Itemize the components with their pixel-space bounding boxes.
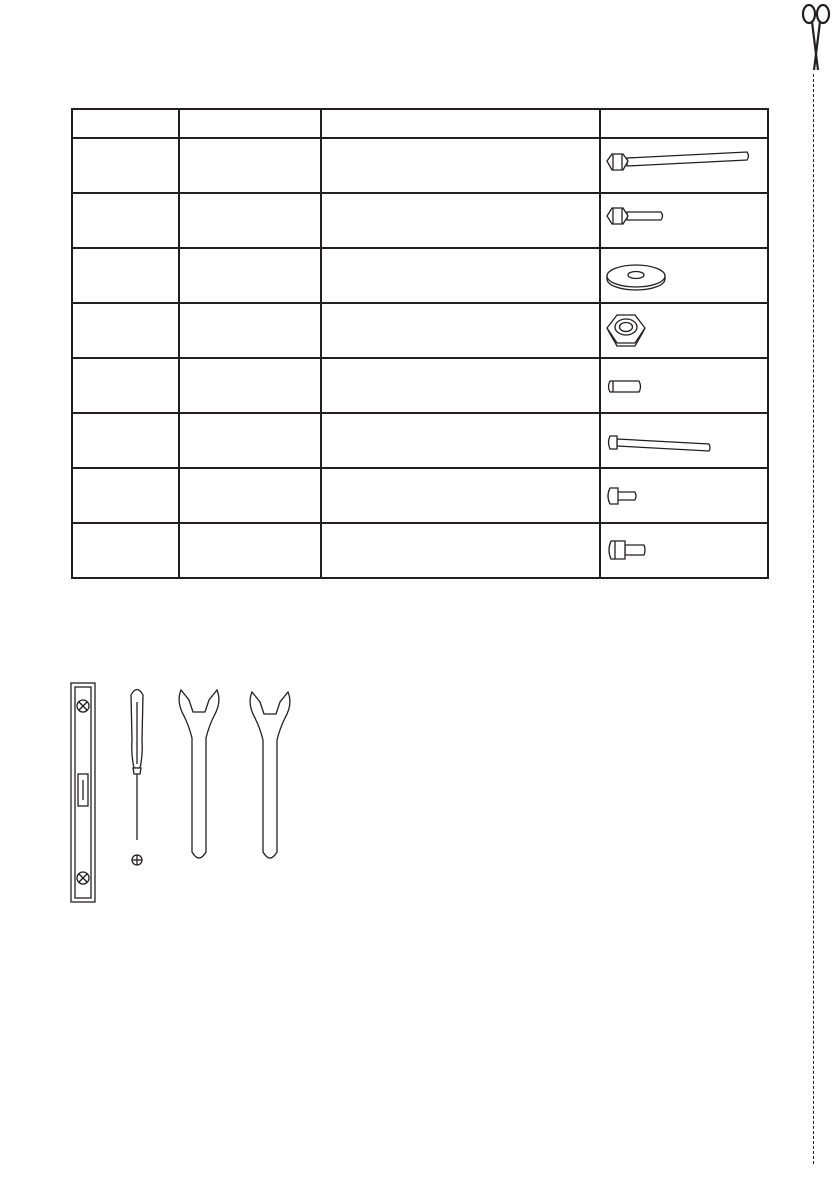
cut-line	[813, 74, 815, 1164]
header-description	[321, 109, 600, 138]
table-row	[72, 413, 768, 468]
description-cell	[321, 248, 600, 303]
tools-illustration	[68, 680, 308, 906]
code-cell	[72, 138, 179, 193]
short-pan-head-screw-icon	[601, 469, 765, 523]
long-pan-head-screw-icon	[601, 414, 765, 468]
code-cell	[72, 193, 179, 248]
description-cell	[321, 413, 600, 468]
open-end-wrench-icon	[250, 692, 290, 858]
long-hex-bolt-icon	[601, 139, 765, 193]
part-cell	[600, 468, 768, 523]
description-cell	[321, 193, 600, 248]
part-cell	[600, 193, 768, 248]
code-cell	[72, 248, 179, 303]
short-hex-bolt-icon	[601, 194, 765, 248]
quantity-cell	[179, 248, 321, 303]
quantity-cell	[179, 358, 321, 413]
quantity-cell	[179, 468, 321, 523]
description-cell	[321, 358, 600, 413]
code-cell	[72, 413, 179, 468]
part-cell	[600, 523, 768, 578]
code-cell	[72, 468, 179, 523]
open-end-wrench-icon	[179, 690, 219, 858]
hardware-table	[71, 108, 769, 579]
table-row	[72, 138, 768, 193]
table-row	[72, 523, 768, 578]
table-row	[72, 193, 768, 248]
quantity-cell	[179, 413, 321, 468]
quantity-cell	[179, 138, 321, 193]
part-cell	[600, 303, 768, 358]
code-cell	[72, 303, 179, 358]
washer-icon	[601, 249, 765, 303]
dowel-pin-icon	[601, 359, 765, 413]
spirit-level-icon	[71, 683, 95, 902]
part-cell	[600, 248, 768, 303]
description-cell	[321, 303, 600, 358]
header-quantity	[179, 109, 321, 138]
socket-cap-screw-icon	[601, 524, 765, 578]
phillips-screwdriver-icon	[131, 690, 143, 866]
quantity-cell	[179, 523, 321, 578]
table-row	[72, 358, 768, 413]
quantity-cell	[179, 193, 321, 248]
description-cell	[321, 523, 600, 578]
table-row	[72, 303, 768, 358]
description-cell	[321, 468, 600, 523]
code-cell	[72, 358, 179, 413]
table-header-row	[72, 109, 768, 138]
part-cell	[600, 413, 768, 468]
scissors-icon	[800, 2, 832, 74]
part-cell	[600, 138, 768, 193]
quantity-cell	[179, 303, 321, 358]
description-cell	[321, 138, 600, 193]
part-cell	[600, 358, 768, 413]
table-row	[72, 248, 768, 303]
code-cell	[72, 523, 179, 578]
header-part	[600, 109, 768, 138]
table-row	[72, 468, 768, 523]
hex-nut-icon	[601, 304, 765, 358]
header-code	[72, 109, 179, 138]
